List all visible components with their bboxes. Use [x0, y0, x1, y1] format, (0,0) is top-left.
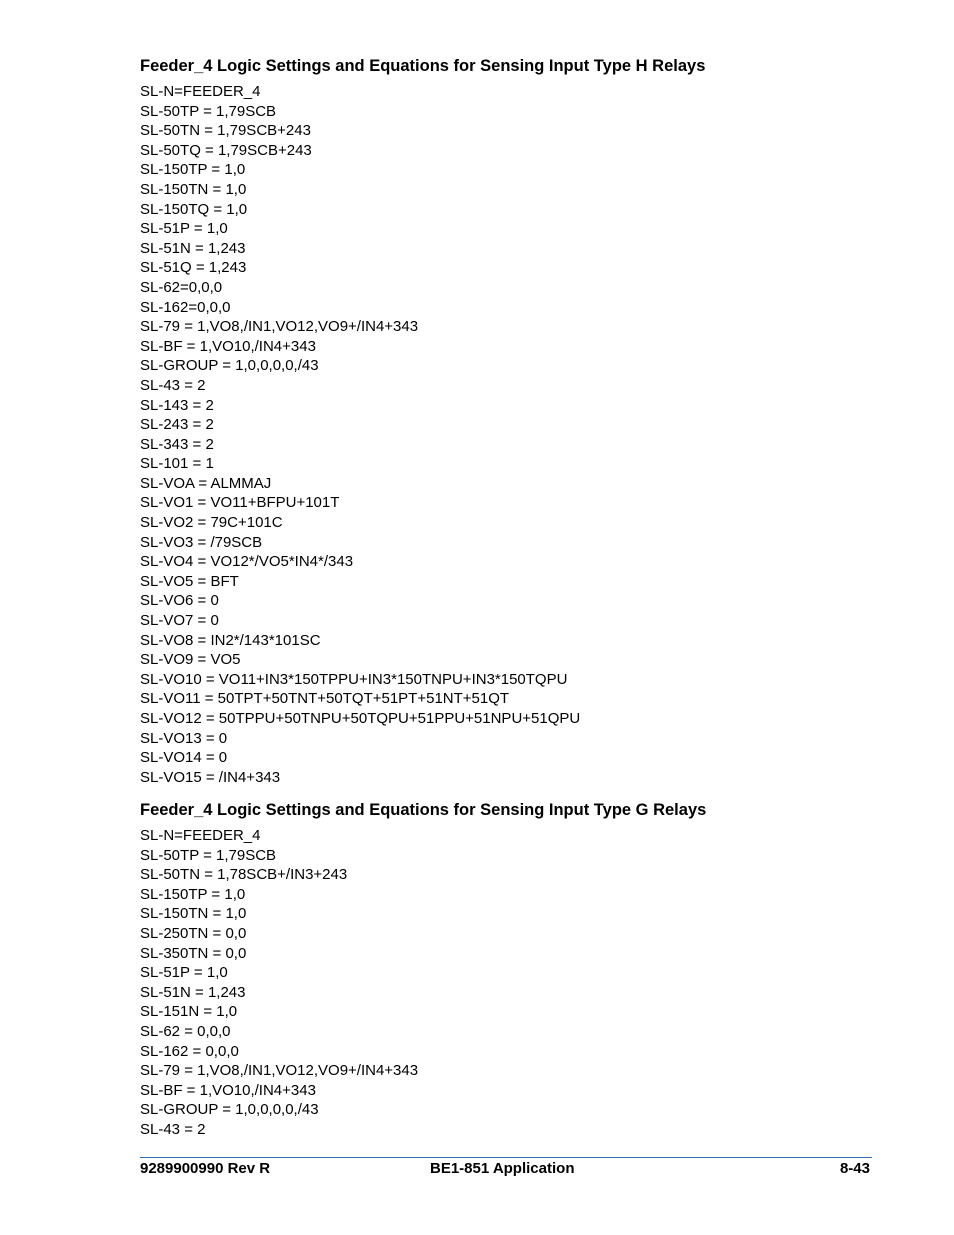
- setting-line: SL-150TQ = 1,0: [140, 200, 248, 218]
- setting-line: SL-150TP = 1,0: [140, 161, 246, 179]
- setting-line: SL-79 = 1,VO8,/IN1,VO12,VO9+/IN4+343: [140, 1062, 419, 1080]
- setting-line: SL-VO10 = VO11+IN3*150TPPU+IN3*150TNPU+IN3*150TQPU: [140, 670, 568, 688]
- page-footer: [140, 1159, 870, 1179]
- setting-line: SL-50TQ = 1,79SCB+243: [140, 141, 312, 159]
- setting-line: SL-VO1 = VO11+BFPU+101T: [140, 494, 340, 512]
- setting-line: SL-BF = 1,VO10,/IN4+343: [140, 337, 316, 355]
- setting-line: SL-150TP = 1,0: [140, 885, 246, 903]
- setting-line: SL-50TN = 1,79SCB+243: [140, 122, 311, 140]
- settings-list: [140, 82, 880, 787]
- setting-line: SL-BF = 1,VO10,/IN4+343: [140, 1081, 316, 1099]
- setting-line: SL-50TP = 1,79SCB: [140, 846, 277, 864]
- setting-line: SL-151N = 1,0: [140, 1003, 238, 1021]
- setting-line: SL-VO14 = 0: [140, 749, 228, 767]
- setting-line: SL-VO13 = 0: [140, 729, 228, 747]
- setting-line: SL-150TN = 1,0: [140, 905, 247, 923]
- setting-line: SL-50TN = 1,78SCB+/IN3+243: [140, 866, 348, 884]
- setting-line: SL-101 = 1: [140, 455, 214, 473]
- setting-line: SL-50TP = 1,79SCB: [140, 102, 277, 120]
- setting-line: SL-VO7 = 0: [140, 612, 219, 630]
- settings-list: [140, 826, 880, 1140]
- setting-line: SL-51Q = 1,243: [140, 259, 247, 277]
- setting-line: SL-VO12 = 50TPPU+50TNPU+50TQPU+51PPU+51NPU+51QPU: [140, 710, 581, 727]
- setting-line: SL-243 = 2: [140, 416, 214, 434]
- setting-line: SL-43 = 2: [140, 376, 206, 394]
- section-type-g-relays: [140, 800, 880, 1140]
- setting-line: SL-VO2 = 79C+101C: [140, 514, 283, 532]
- setting-line: SL-GROUP = 1,0,0,0,0,/43: [140, 357, 319, 375]
- setting-line: SL-51N = 1,243: [140, 239, 246, 257]
- footer-page-number: 8-43: [839, 1160, 870, 1177]
- setting-line: SL-62=0,0,0: [140, 278, 223, 296]
- setting-line: SL-350TN = 0,0: [140, 944, 247, 962]
- setting-line: SL-VO8 = IN2*/143*101SC: [140, 631, 321, 649]
- section-heading: Feeder_4 Logic Settings and Equations for Sensing Input Type G Relays: [140, 801, 707, 819]
- setting-line: SL-VO3 = /79SCB: [140, 533, 263, 551]
- setting-line: SL-VO6 = 0: [140, 592, 219, 610]
- footer-divider: [140, 1157, 872, 1158]
- footer-doc-number: 9289900990 Rev R: [140, 1160, 271, 1177]
- setting-line: SL-GROUP = 1,0,0,0,0,/43: [140, 1101, 319, 1119]
- setting-line: SL-VO9 = VO5: [140, 651, 241, 669]
- setting-line: SL-62 = 0,0,0: [140, 1022, 231, 1040]
- section-type-h-relays: [140, 56, 880, 787]
- setting-line: SL-250TN = 0,0: [140, 924, 247, 942]
- setting-line: SL-VOA = ALMMAJ: [140, 474, 272, 492]
- setting-line: SL-N=FEEDER_4: [140, 83, 261, 100]
- setting-line: SL-143 = 2: [140, 396, 214, 414]
- setting-line: SL-43 = 2: [140, 1120, 206, 1138]
- setting-line: SL-VO11 = 50TPT+50TNT+50TQT+51PT+51NT+51QT: [140, 690, 510, 708]
- setting-line: SL-51P = 1,0: [140, 964, 228, 982]
- setting-line: SL-N=FEEDER_4: [140, 827, 261, 844]
- setting-line: SL-343 = 2: [140, 435, 214, 453]
- setting-line: SL-150TN = 1,0: [140, 180, 247, 198]
- footer-title: BE1-851 Application: [430, 1160, 575, 1177]
- setting-line: SL-VO15 = /IN4+343: [140, 768, 281, 786]
- setting-line: SL-VO5 = BFT: [140, 572, 239, 590]
- setting-line: SL-51N = 1,243: [140, 983, 246, 1001]
- setting-line: SL-79 = 1,VO8,/IN1,VO12,VO9+/IN4+343: [140, 318, 419, 336]
- setting-line: SL-162=0,0,0: [140, 298, 231, 316]
- setting-line: SL-VO4 = VO12*/VO5*IN4*/343: [140, 553, 354, 571]
- setting-line: SL-162 = 0,0,0: [140, 1042, 239, 1060]
- setting-line: SL-51P = 1,0: [140, 220, 228, 238]
- section-heading: Feeder_4 Logic Settings and Equations for Sensing Input Type H Relays: [140, 57, 706, 75]
